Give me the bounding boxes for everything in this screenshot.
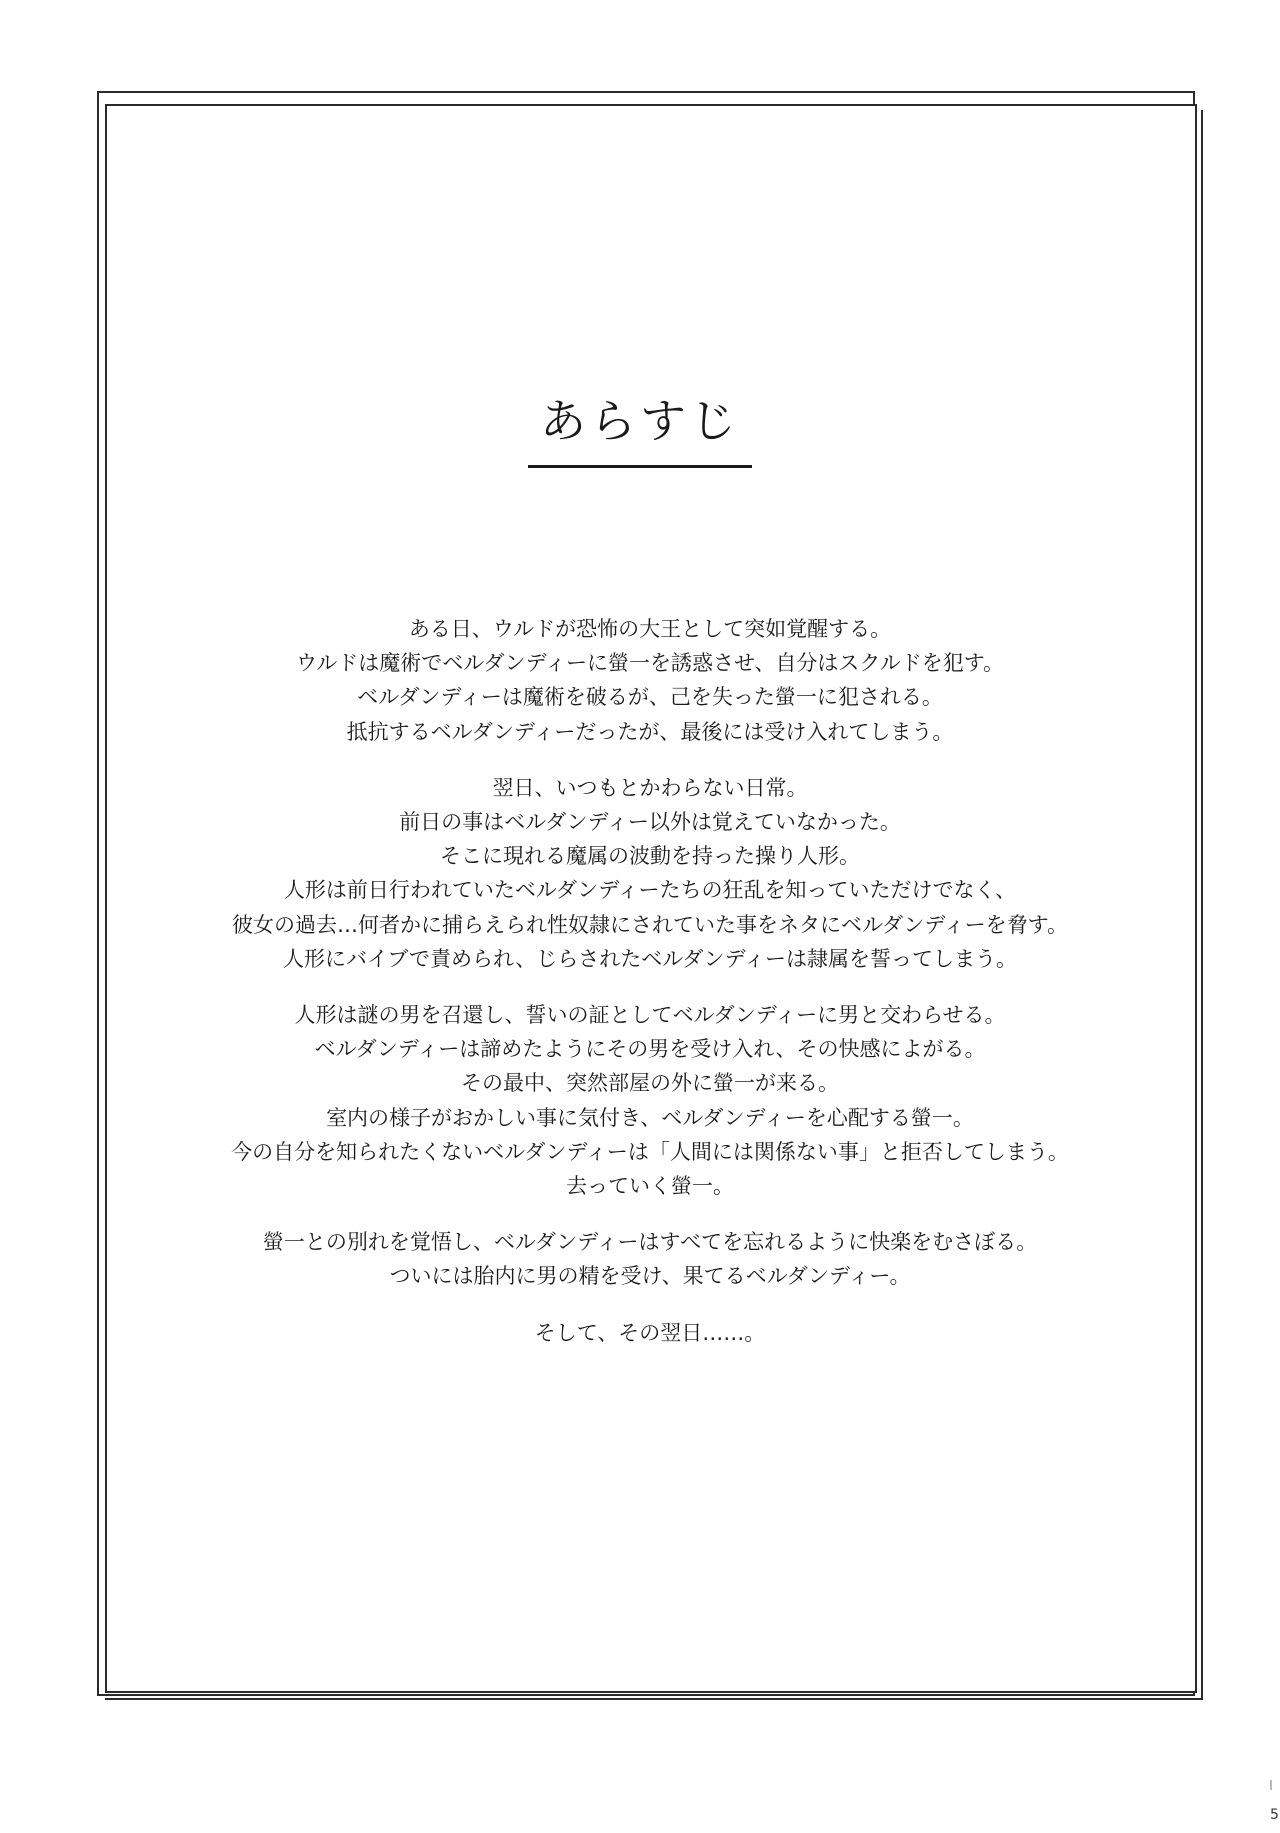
paragraph-3 [150, 998, 1150, 1203]
text-line: ついには胎内に男の精を受け、果てるベルダンディー。 [389, 1264, 911, 1289]
text-line: 抵抗するベルダンディーだったが、最後には受け入れてしまう。 [346, 719, 954, 744]
paragraph-4 [150, 1225, 1150, 1293]
text-line: 室内の様子がおかしい事に気付き、ベルダンディーを心配する螢一。 [326, 1105, 974, 1130]
scan-speck [1270, 1780, 1272, 1790]
text-line: そこに現れる魔属の波動を持った操り人形。 [440, 844, 860, 869]
text-line: 翌日、いつもとかわらない日常。 [492, 775, 808, 800]
synopsis-body [150, 612, 1150, 1372]
text-line: ある日、ウルドが恐怖の大王として突如覚醒する。 [408, 617, 892, 641]
page-title: あらすじ [528, 385, 752, 468]
text-line: 彼女の過去…何者かに捕らえられ性奴隷にされていた事をネタにベルダンディーを脅す。 [231, 912, 1068, 937]
paragraph-5 [150, 1316, 1150, 1350]
paragraph-2 [150, 771, 1150, 976]
title-block [0, 385, 1280, 468]
text-line: 今の自分を知られたくないベルダンディーは「人間には関係ない事」と拒否してしまう。 [231, 1139, 1069, 1164]
text-line: 人形は前日行われていたベルダンディーたちの狂乱を知っていただけでなく、 [283, 878, 1017, 903]
text-line: ベルダンディーは諦めたようにその男を受け入れ、その快感によがる。 [314, 1037, 986, 1062]
text-line: ベルダンディーは魔術を破るが、己を失った螢一に犯される。 [357, 685, 943, 710]
text-line: ウルドは魔術でベルダンディーに螢一を誘惑させ、自分はスクルドを犯す。 [295, 651, 1005, 676]
text-line: 去っていく螢一。 [566, 1174, 734, 1199]
paragraph-1 [150, 612, 1150, 749]
text-line: 人形にバイブで責められ、じらされたベルダンディーは隷属を誓ってしまう。 [283, 946, 1017, 971]
text-line: 前日の事はベルダンディー以外は覚えていなかった。 [399, 810, 901, 835]
page-number: 5 [1270, 1807, 1279, 1823]
text-line: そして、その翌日……。 [534, 1320, 766, 1345]
text-line: 人形は謎の男を召還し、誓いの証としてベルダンディーに男と交わらせる。 [294, 1003, 1006, 1028]
text-line: その最中、突然部屋の外に螢一が来る。 [461, 1071, 839, 1096]
text-line: 螢一との別れを覚悟し、ベルダンディーはすべてを忘れるように快楽をむさぼる。 [262, 1230, 1038, 1255]
